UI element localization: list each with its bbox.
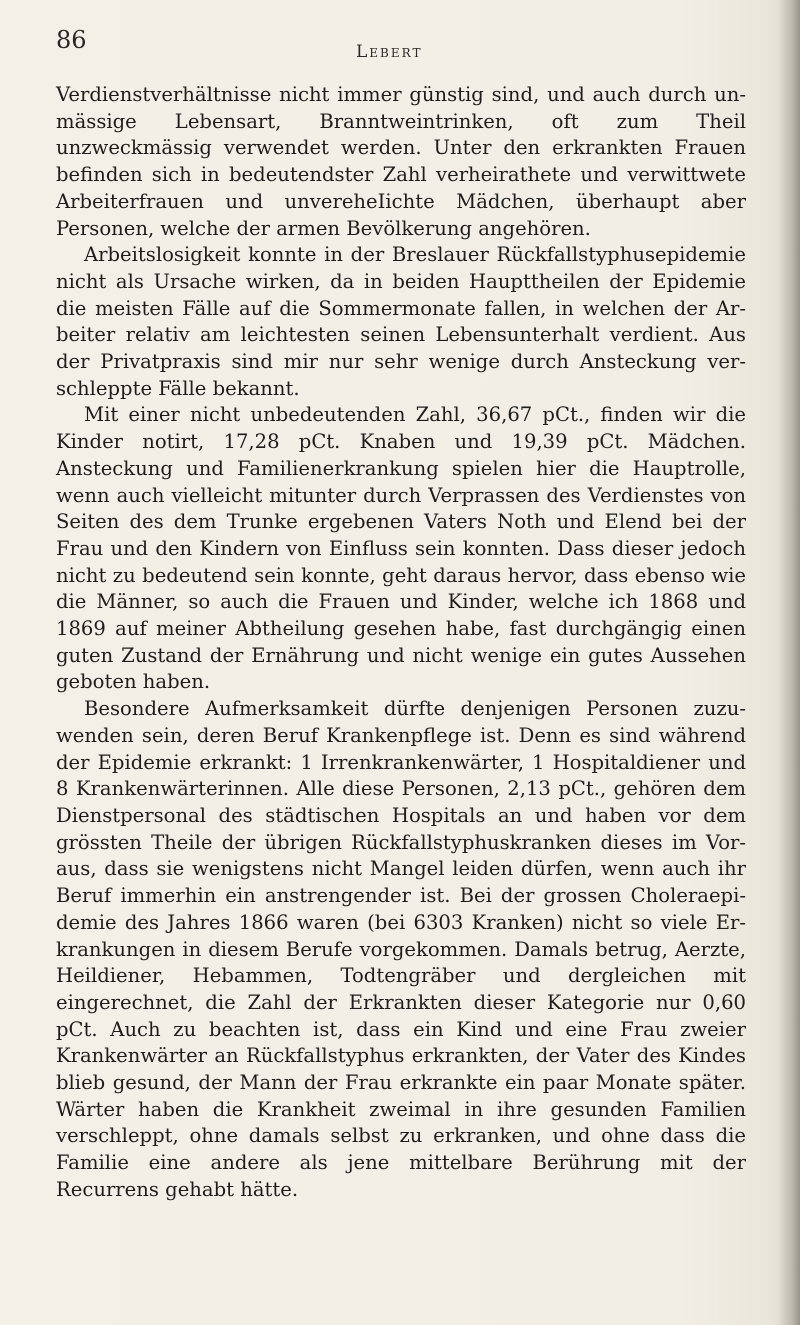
page-number: 86 bbox=[56, 26, 87, 54]
paragraph-1: Verdienstverhältnisse nicht immer günstig sind, und auch durch unmässige Lebensart, Branntweintrinken, oft zum Theil unzweckmässig verwendet werden. Unter den erkrankten Frauen befinden sich in bedeutendster Zahl verheirathete und verwittwete Arbeiterfrauen und unvereheIichte Mädchen, überhaupt aber Personen, welche der armen Bevölkerung angehören. bbox=[56, 83, 746, 240]
paragraph-3: Mit einer nicht unbedeutenden Zahl, 36,67 pCt., finden wir die Kinder notirt, 17,28 pCt. Knaben und 19,39 pCt. Mädchen. Ansteckung und Familienerkrankung spielen hier die Hauptrolle, wenn auch vielleicht mitunter durch Verprassen des Verdienstes von Seiten des dem Trunke ergebenen Vaters Noth und Elend bei der Frau und den Kindern von Einfluss sein konnten. Dass dieser jedoch nicht zu bedeutend sein konnte, geht daraus hervor, dass ebenso wie die Männer, so auch die Frauen und Kinder, welche ich 1868 und 1869 auf meiner Abtheilung gesehen habe, fast durchgängig einen guten Zustand der Ernährung und nicht wenige ein gutes Aussehen geboten haben. bbox=[56, 403, 746, 694]
running-head: Lebert bbox=[356, 42, 423, 62]
paragraph-4: Besondere Aufmerksamkeit dürfte denjenigen Personen zuzuwenden sein, deren Beruf Krankenpflege ist. Denn es sind während der Epidemie erkrankt: 1 Irrenkrankenwärter, 1 Hospitaldiener und 8 Krankenwärterinnen. Alle diese Personen, 2,13 pCt., gehören dem Dienstpersonal des städtischen Hospitals an und haben vor dem grössten Theile der übrigen Rückfallstyphuskranken dieses im Voraus, dass sie wenigstens nicht Mangel leiden dürfen, wenn auch ihr Beruf immerhin ein anstrengender ist. Bei der grossen Choleraepidemie des Jahres 1866 waren (bei 6303 Kranken) nicht so viele Erkrankungen in diesem Berufe vorgekommen. Damals betrug, Aerzte, Heildiener, Hebammen, Todtengräber und dergleichen mit eingerechnet, die Zahl der Erkrankten dieser Kategorie nur 0,60 pCt. Auch zu beachten ist, dass ein Kind und eine Frau zweier Krankenwärter an Rückfallstyphus erkrankten, der Vater des Kindes blieb gesund, der Mann der Frau erkrankte ein paar Monate später. Wärter haben die Krankheit zweimal in ihre gesunden Familien verschleppt, ohne damals selbst zu erkranken, und ohne dass die Familie eine andere als jene mittelbare Berührung mit der Recurrens gehabt hätte. bbox=[56, 697, 746, 1201]
page-edge-shadow bbox=[778, 0, 800, 1325]
page-header bbox=[56, 26, 746, 66]
paragraph-2: Arbeitslosigkeit konnte in der Breslauer Rückfallstyphusepidemie nicht als Ursache wirken, da in beiden Haupttheilen der Epidemie die meisten Fälle auf die Sommermonate fallen, in welchen der Arbeiter relativ am leichtesten seinen Lebensunterhalt verdient. Aus der Privatpraxis sind mir nur sehr wenige durch Ansteckung verschleppte Fälle bekannt. bbox=[56, 243, 746, 400]
body-text bbox=[56, 82, 746, 1204]
